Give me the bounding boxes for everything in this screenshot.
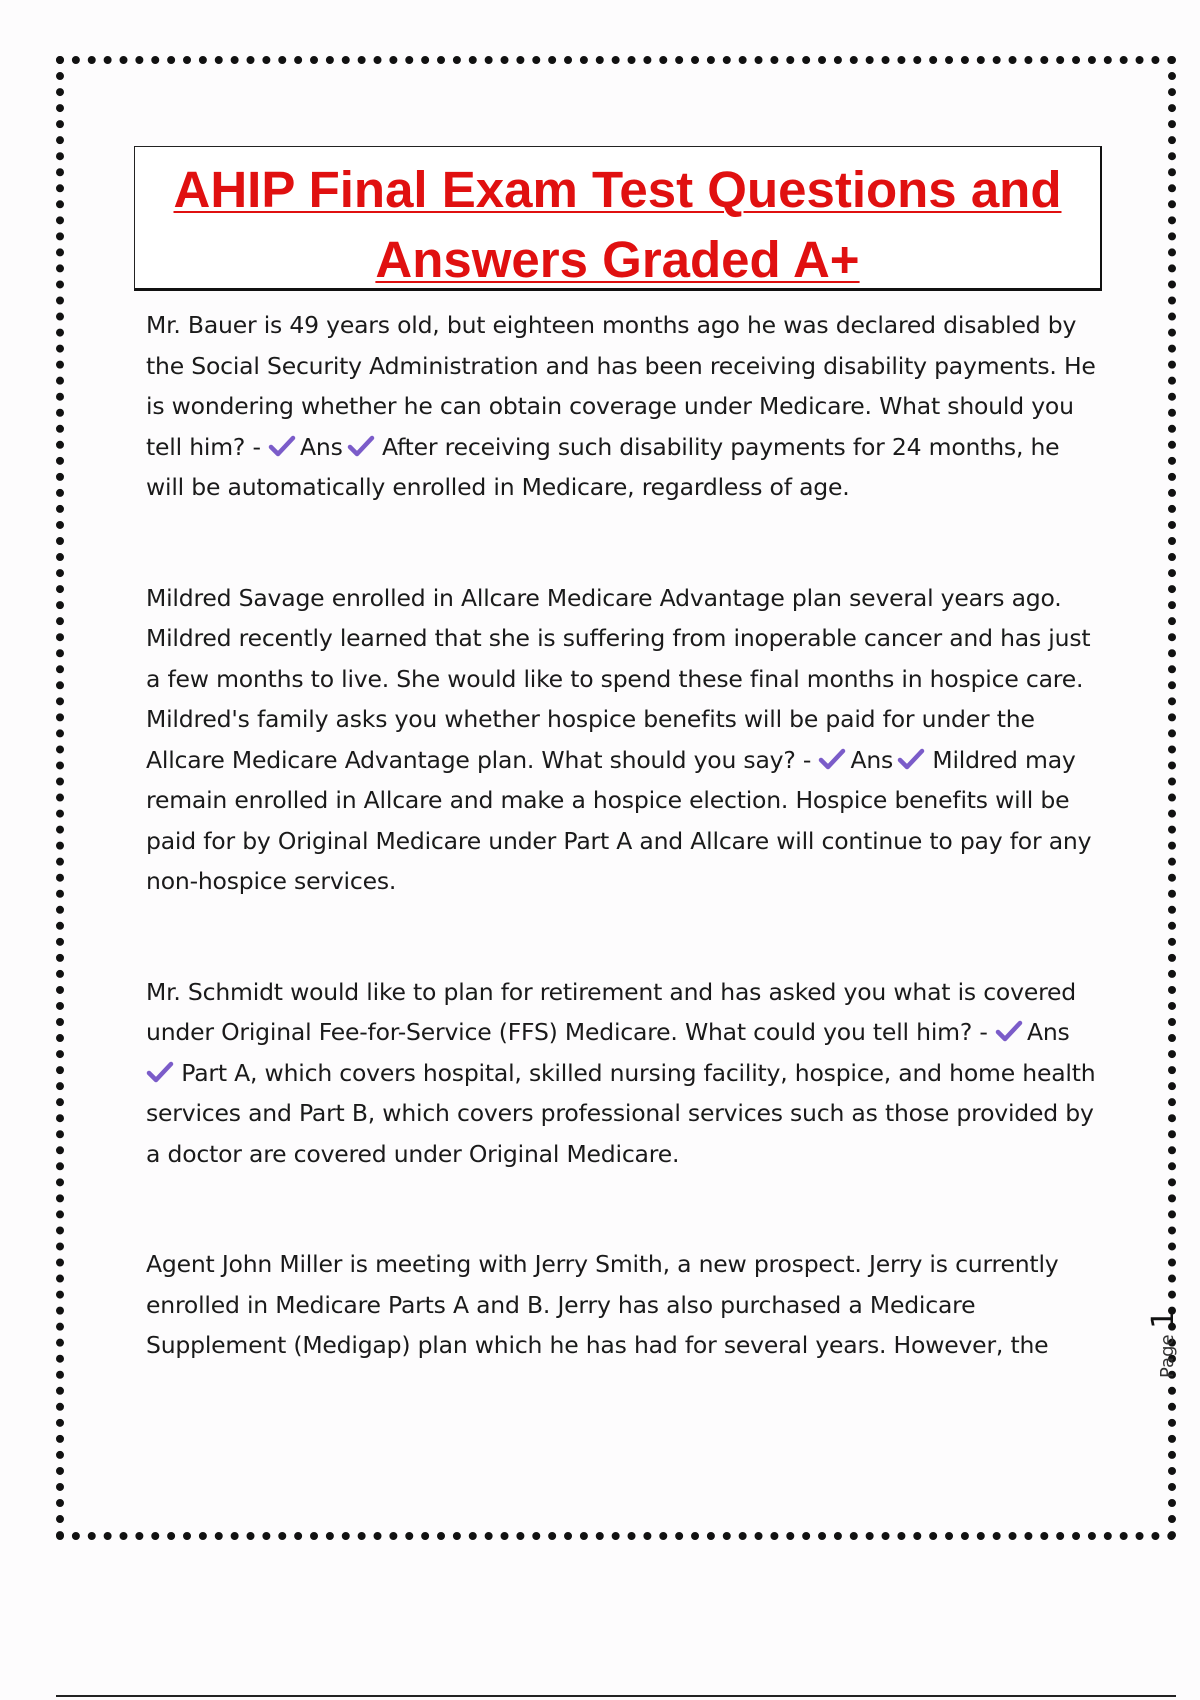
qa-item xyxy=(146,578,1096,902)
qa-list xyxy=(146,305,1096,1436)
answer-marker: Ans xyxy=(850,745,894,774)
answer-marker: Ans xyxy=(300,432,343,461)
title-line-1: AHIP Final Exam Test Questions and xyxy=(173,161,1062,218)
page-number-value: 1 xyxy=(1146,1309,1181,1329)
checkmark-icon xyxy=(347,434,375,458)
question-text: Mr. Bauer is 49 years old, but eighteen months ago he was declared disabled by the Social Security Administration and has been receiving disability payments. He is wondering whether he can obtain coverage under Medicare. What should you tell him? - xyxy=(146,311,1096,461)
qa-item xyxy=(146,305,1096,508)
question-text: Agent John Miller is meeting with Jerry Smith, a new prospect. Jerry is currently enrolled in Medicare Parts A and B. Jerry has also purchased a Medicare Supplement (Medigap) plan which he has had for several years. However, the xyxy=(146,1250,1059,1359)
page-number xyxy=(1146,1310,1181,1378)
checkmark-icon xyxy=(995,1019,1023,1043)
page-label: Page xyxy=(1157,1334,1178,1378)
question-text: Mildred Savage enrolled in Allcare Medicare Advantage plan several years ago. Mildred recently learned that she is suffering from inoperable cancer and has just a few months to live. She would like to spend these final months in hospice care. Mildred's family asks you whether hospice benefits will be paid for under the Allcare Medicare Advantage plan. What should you say? - xyxy=(146,583,1091,774)
title-line-2: Answers Graded A+ xyxy=(375,231,860,288)
checkmark-icon xyxy=(818,747,846,771)
question-text: Mr. Schmidt would like to plan for retirement and has asked you what is covered under Original Fee-for-Service (FFS) Medicare. What could you tell him? - xyxy=(146,977,1076,1046)
answer-text: Mildred may remain enrolled in Allcare and make a hospice election. Hospice benefits will be paid for by Original Medicare under Part A and Allcare will continue to pay for any non-hospice services. xyxy=(146,745,1092,895)
qa-item xyxy=(146,1244,1096,1366)
answer-marker: Ans xyxy=(1026,1018,1070,1046)
bottom-rule xyxy=(56,1695,1176,1697)
qa-item xyxy=(146,972,1096,1175)
checkmark-icon xyxy=(268,434,296,458)
document-title xyxy=(135,155,1100,295)
checkmark-icon xyxy=(897,747,925,771)
checkmark-icon xyxy=(146,1060,174,1084)
answer-text: Part A, which covers hospital, skilled nursing facility, hospice, and home health services and Part B, which covers professional services such as those provided by a doctor are covered under Original Medicare. xyxy=(146,1058,1096,1168)
answer-text: After receiving such disability payments for 24 months, he will be automatically enrolled in Medicare, regardless of age. xyxy=(146,432,1060,501)
title-box xyxy=(134,146,1102,291)
